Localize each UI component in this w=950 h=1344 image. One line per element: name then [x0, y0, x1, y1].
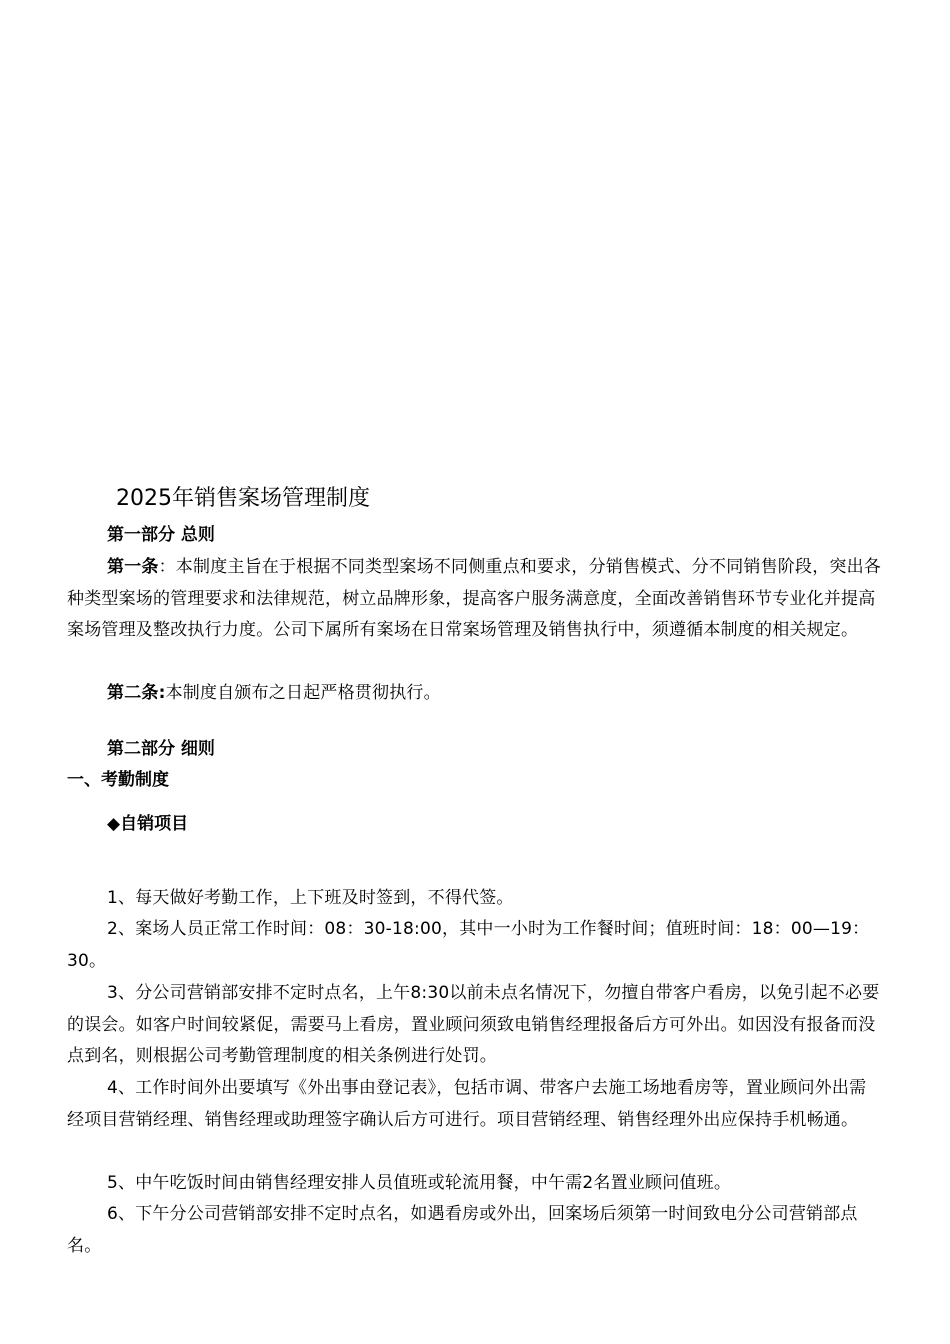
list-item: 2、案场人员正常工作时间：08：30-18:00，其中一小时为工作餐时间；值班时间：18：00—19：30。: [67, 919, 870, 971]
article2-paragraph: [67, 678, 883, 710]
list-item: 6、下午分公司营销部安排不定时点名，如遇看房或外出，回案场后须第一时间致电分公司营销部点名。: [67, 1204, 858, 1256]
list-item: 5、中午吃饭时间由销售经理安排人员值班或轮流用餐，中午需2名置业顾问值班。: [107, 1173, 732, 1193]
article2-label: 第二条:: [107, 683, 166, 703]
document-title: 2025年销售案场管理制度: [116, 486, 370, 511]
article1-paragraph: [67, 552, 883, 647]
part2-heading: 第二部分 细则: [107, 739, 215, 759]
list-item: 4、工作时间外出要填写《外出事由登记表》，包括市调、带客户去施工场地看房等，置业顾问外出需经项目营销经理、销售经理或助理签字确认后方可进行。项目营销经理、销售经理外出应保持手机畅通。: [67, 1078, 867, 1130]
list-item: 1、每天做好考勤工作，上下班及时签到，不得代签。: [107, 888, 514, 908]
article1-label: 第一条: [107, 557, 159, 577]
list-item: 3、分公司营销部安排不定时点名，上午8:30以前未点名情况下，勿擅自带客户看房，以免引起不必要的误会。如客户时间较紧促，需要马上看房，置业顾问须致电销售经理报备后方可外出。如因没有报备而没点到名，则根据公司考勤管理制度的相关条例进行处罚。: [67, 983, 880, 1066]
article2-text: 本制度自颁布之日起严格贯彻执行。: [165, 683, 441, 703]
section1-heading: 一、考勤制度: [67, 770, 169, 790]
subsection-heading: ◆自销项目: [107, 814, 189, 834]
article1-text: ：本制度主旨在于根据不同类型案场不同侧重点和要求，分销售模式、分不同销售阶段，突出各种类型案场的管理要求和法律规范，树立品牌形象，提高客户服务满意度，全面改善销售环节专业化并提高案场管理及整改执行力度。公司下属所有案场在日常案场管理及销售执行中，须遵循本制度的相关规定。: [67, 557, 882, 640]
part1-heading: 第一部分 总则: [107, 525, 215, 545]
